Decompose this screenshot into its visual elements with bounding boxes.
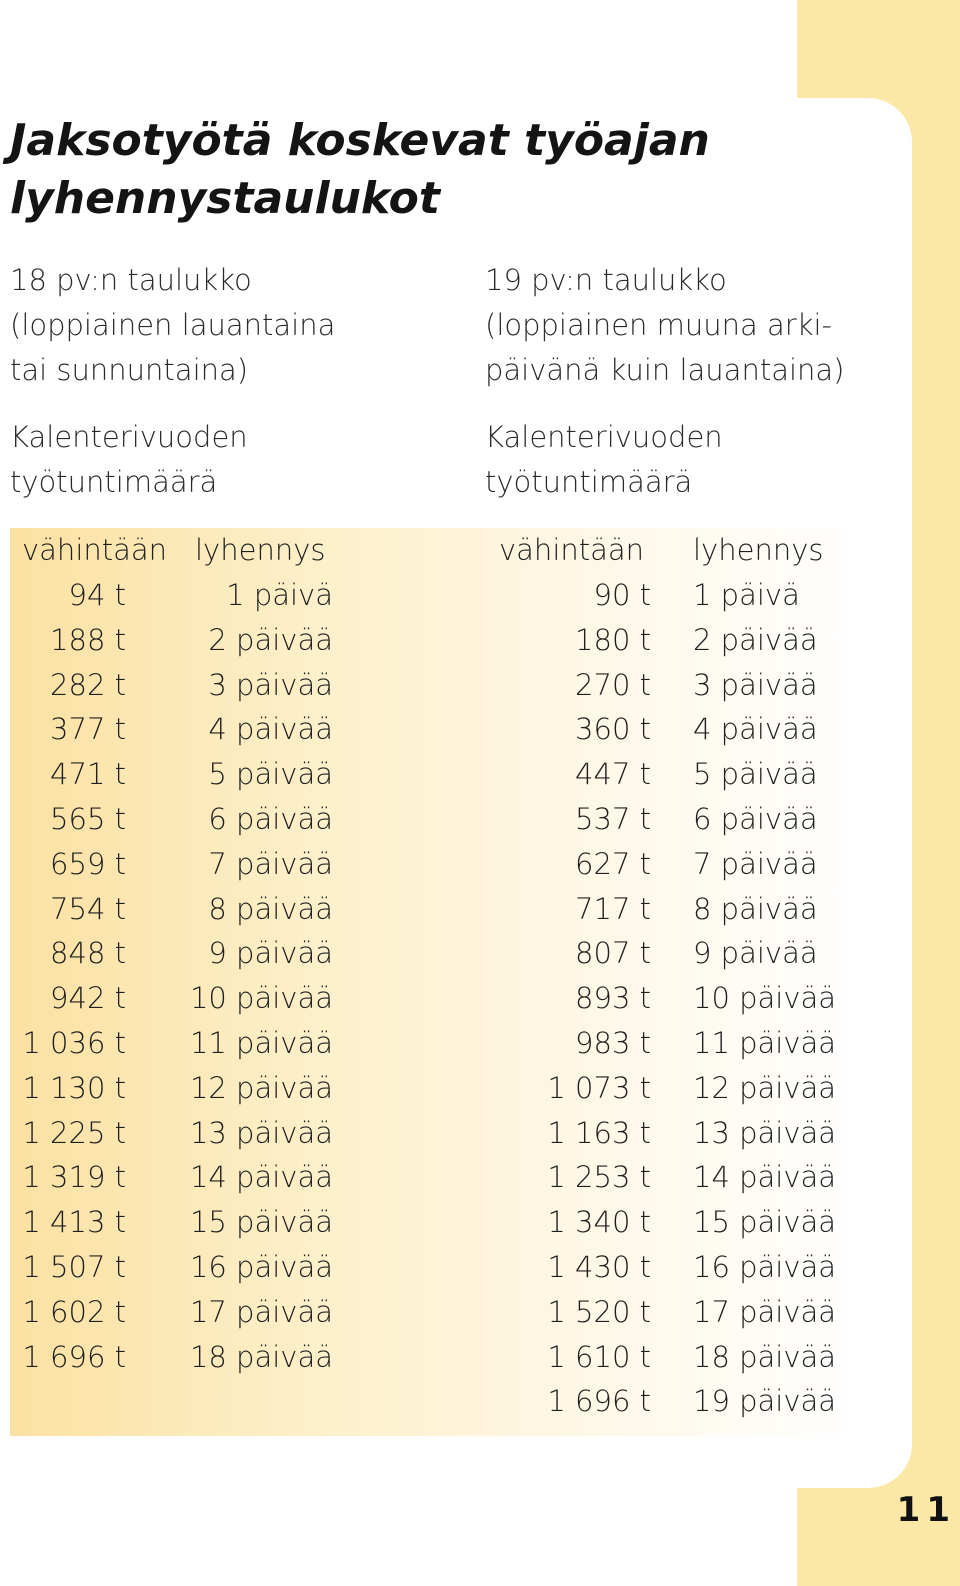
min-hours-cell: 1 610 t (547, 1339, 651, 1374)
right-table-subcaption (485, 415, 905, 505)
table-row (10, 663, 410, 708)
table-row (10, 1200, 410, 1245)
reduction-cell: 9 päivää (693, 936, 818, 971)
page-title (10, 112, 710, 228)
column-header-reduction: lyhennys (195, 533, 326, 567)
table-row (495, 1200, 895, 1245)
table-row (495, 1066, 895, 1111)
min-hours-cell: 1 696 t (22, 1339, 126, 1374)
min-hours-cell: 360 t (575, 712, 651, 747)
reduction-cell: 11 päivää (693, 1026, 837, 1060)
subcaption-line: Kalenterivuoden (485, 420, 723, 454)
min-hours-cell: 471 t (50, 757, 126, 792)
table-row (10, 976, 410, 1021)
table-row (10, 1021, 410, 1066)
reduction-cell: 4 päivää (208, 712, 333, 747)
min-hours-cell: 90 t (593, 578, 651, 612)
reduction-cell: 6 päivää (693, 802, 818, 836)
reduction-cell: 5 päivää (208, 757, 333, 792)
table-row (495, 573, 895, 618)
reduction-cell: 14 päivää (189, 1160, 333, 1195)
caption-line: tai sunnuntaina) (10, 353, 249, 387)
min-hours-cell: 1 602 t (22, 1294, 126, 1329)
min-hours-cell: 1 520 t (547, 1294, 651, 1329)
min-hours-cell: 983 t (575, 1026, 651, 1060)
reduction-cell: 15 päivää (693, 1205, 837, 1240)
reduction-cell: 7 päivää (693, 846, 818, 881)
table-row (10, 797, 410, 842)
reduction-cell: 17 päivää (693, 1294, 837, 1329)
table-row (10, 618, 410, 663)
table-row (10, 1245, 410, 1290)
reduction-cell: 11 päivää (189, 1026, 333, 1060)
reduction-cell: 9 päivää (208, 936, 333, 971)
min-hours-cell: 1 430 t (547, 1250, 651, 1284)
subcaption-line: Kalenterivuoden (10, 420, 248, 454)
table-row (10, 752, 410, 797)
caption-line: (loppiainen muuna arki- (485, 308, 833, 342)
table-row (495, 1155, 895, 1200)
min-hours-cell: 1 413 t (22, 1205, 126, 1240)
table-row (10, 573, 410, 618)
reduction-cell: 7 päivää (208, 846, 333, 881)
min-hours-cell: 180 t (575, 622, 651, 657)
reduction-cell: 12 päivää (189, 1070, 333, 1105)
table-row (495, 1245, 895, 1290)
table-row (495, 663, 895, 708)
min-hours-cell: 537 t (575, 802, 651, 836)
min-hours-cell: 270 t (575, 667, 651, 702)
table-row (495, 797, 895, 842)
page-number: 11 (896, 1490, 956, 1530)
reduction-cell: 8 päivää (208, 891, 333, 926)
column-header-reduction: lyhennys (693, 533, 824, 567)
reduction-cell: 18 päivää (693, 1339, 837, 1374)
table-row (10, 1290, 410, 1335)
min-hours-cell: 1 340 t (547, 1205, 651, 1240)
min-hours-cell: 447 t (575, 757, 651, 792)
table-row (10, 1335, 410, 1380)
reduction-cell: 2 päivää (208, 622, 333, 657)
min-hours-cell: 1 163 t (547, 1115, 651, 1150)
table-row (10, 707, 410, 752)
min-hours-cell: 565 t (50, 802, 126, 836)
table-row (10, 1111, 410, 1156)
min-hours-cell: 188 t (50, 622, 126, 657)
min-hours-cell: 659 t (50, 846, 126, 881)
min-hours-cell: 1 319 t (22, 1160, 126, 1195)
table-row (10, 1155, 410, 1200)
title-line: lyhennystaulukot (10, 173, 440, 224)
caption-line: 18 pv:n taulukko (10, 263, 252, 297)
reduction-cell: 15 päivää (189, 1205, 333, 1240)
reduction-tables (10, 528, 858, 1436)
min-hours-cell: 807 t (575, 936, 651, 971)
subcaption-line: työtuntimäärä (10, 465, 218, 499)
column-header-min: vähintään (22, 533, 168, 567)
table-row (10, 842, 410, 887)
min-hours-cell: 893 t (575, 981, 651, 1016)
right-table-caption (485, 258, 905, 393)
reduction-cell: 10 päivää (189, 981, 333, 1016)
reduction-cell: 6 päivää (208, 802, 333, 836)
reduction-cell: 5 päivää (693, 757, 818, 792)
reduction-cell: 12 päivää (693, 1070, 837, 1105)
left-table-subcaption (10, 415, 430, 505)
caption-line: (loppiainen lauantaina (10, 308, 336, 342)
table-row (495, 1379, 895, 1424)
left-table-header (10, 528, 410, 573)
reduction-cell: 18 päivää (189, 1339, 333, 1374)
min-hours-cell: 377 t (50, 712, 126, 747)
reduction-cell: 19 päivää (693, 1384, 837, 1419)
min-hours-cell: 94 t (68, 578, 126, 612)
reduction-cell: 2 päivää (693, 622, 818, 657)
reduction-cell: 1 päivä (226, 578, 333, 612)
reduction-cell: 4 päivää (693, 712, 818, 747)
column-header-min: vähintään (499, 533, 645, 567)
table-row (10, 931, 410, 976)
reduction-cell: 13 päivää (693, 1115, 837, 1150)
table-row (495, 976, 895, 1021)
min-hours-cell: 1 036 t (22, 1026, 126, 1060)
table-row (495, 1290, 895, 1335)
min-hours-cell: 1 225 t (22, 1115, 126, 1150)
reduction-cell: 3 päivää (208, 667, 333, 702)
caption-line: 19 pv:n taulukko (485, 263, 727, 297)
reduction-cell: 16 päivää (693, 1250, 837, 1284)
min-hours-cell: 1 253 t (547, 1160, 651, 1195)
min-hours-cell: 1 696 t (547, 1384, 651, 1419)
min-hours-cell: 1 130 t (22, 1070, 126, 1105)
min-hours-cell: 282 t (50, 667, 126, 702)
min-hours-cell: 1 073 t (547, 1070, 651, 1105)
min-hours-cell: 942 t (50, 981, 126, 1016)
table-row (495, 1111, 895, 1156)
min-hours-cell: 848 t (50, 936, 126, 971)
left-table-caption (10, 258, 430, 393)
subcaption-line: työtuntimäärä (485, 465, 693, 499)
reduction-cell: 8 päivää (693, 891, 818, 926)
reduction-cell: 16 päivää (189, 1250, 333, 1284)
table-row (495, 752, 895, 797)
title-line: Jaksotyötä koskevat työajan (10, 115, 710, 166)
reduction-cell: 13 päivää (189, 1115, 333, 1150)
table-row (495, 707, 895, 752)
min-hours-cell: 627 t (575, 846, 651, 881)
min-hours-cell: 717 t (575, 891, 651, 926)
table-row (495, 887, 895, 932)
table-row (495, 618, 895, 663)
table-row (10, 887, 410, 932)
reduction-cell: 1 päivä (693, 578, 800, 612)
table-row (495, 1021, 895, 1066)
right-table-header (495, 528, 895, 573)
reduction-cell: 14 päivää (693, 1160, 837, 1195)
table-row (495, 931, 895, 976)
reduction-cell: 3 päivää (693, 667, 818, 702)
table-row (495, 1335, 895, 1380)
caption-line: päivänä kuin lauantaina) (485, 353, 845, 387)
table-row (495, 842, 895, 887)
min-hours-cell: 754 t (50, 891, 126, 926)
table-row (10, 1066, 410, 1111)
min-hours-cell: 1 507 t (22, 1250, 126, 1284)
reduction-cell: 10 päivää (693, 981, 837, 1016)
reduction-cell: 17 päivää (189, 1294, 333, 1329)
